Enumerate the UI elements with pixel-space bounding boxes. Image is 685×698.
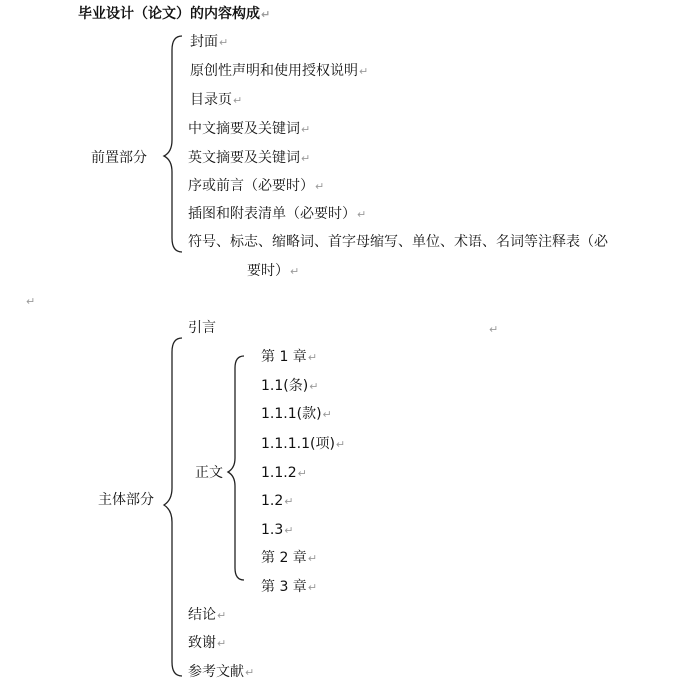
paragraph-mark: ↵ [301, 152, 311, 165]
paragraph-mark: ↵ [284, 524, 294, 537]
body-text-label: 正文 [195, 465, 223, 481]
body-text-item: 1.3↵ [261, 522, 294, 538]
main-body-ending-item: 致谢↵ [188, 635, 227, 651]
body-text-item: 第 2 章↵ [261, 550, 318, 566]
paragraph-mark: ↵ [322, 408, 332, 421]
paragraph-mark: ↵ [301, 123, 311, 136]
paragraph-mark: ↵ [217, 637, 227, 650]
paragraph-mark: ↵ [217, 609, 227, 622]
paragraph-mark: ↵ [261, 8, 271, 21]
body-text-item: 1.1.1(款)↵ [261, 406, 332, 422]
main-body-label: 主体部分 [98, 492, 154, 508]
paragraph-mark: ↵ [307, 581, 318, 594]
front-matter-item: 插图和附表清单（必要时）↵ [188, 206, 367, 222]
paragraph-mark: ↵ [307, 552, 318, 565]
paragraph-mark: ↵ [219, 36, 229, 49]
paragraph-mark: ↵ [335, 438, 346, 451]
body-text-item: 1.2↵ [261, 493, 294, 509]
front-matter-label: 前置部分 [91, 150, 147, 166]
paragraph-mark: ↵ [307, 351, 318, 364]
front-matter-item: 序或前言（必要时）↵ [188, 178, 325, 194]
front-matter-item: 符号、标志、缩略词、首字母缩写、单位、术语、名词等注释表（必 [188, 234, 608, 250]
main-body-ending-item: 结论↵ [188, 607, 227, 623]
paragraph-mark: ↵ [284, 495, 294, 508]
front-matter-item: 封面↵ [190, 34, 229, 50]
paragraph-mark: ↵ [290, 265, 300, 278]
front-matter-item: 原创性声明和使用授权说明↵ [190, 63, 369, 79]
paragraph-mark: ↵ [245, 666, 255, 679]
paragraph-mark: ↵ [357, 208, 367, 221]
paragraph-mark: ↵ [309, 380, 319, 393]
paragraph-mark: ↵ [359, 65, 369, 78]
front-matter-item: 目录页↵ [190, 92, 243, 108]
body-text-item: 第 3 章↵ [261, 579, 318, 595]
body-text-item: 1.1.2↵ [261, 465, 307, 481]
paragraph-mark: ↵ [315, 180, 325, 193]
main-body-ending-item: 参考文献↵ [188, 664, 255, 680]
body-text-item: 1.1.1.1(项)↵ [261, 436, 346, 452]
front-matter-item: 中文摘要及关键词↵ [188, 121, 311, 137]
page-title: 毕业设计（论文）的内容构成↵ [78, 6, 271, 22]
paragraph-mark: ↵ [297, 467, 307, 480]
main-body-intro: 引言 [188, 320, 216, 336]
body-text-item: 1.1(条)↵ [261, 378, 319, 394]
paragraph-mark: ↵ [233, 94, 243, 107]
empty-paragraph-mark: ↵ [489, 323, 499, 336]
front-matter-item-continuation: 要时）↵ [247, 263, 300, 279]
front-matter-item: 英文摘要及关键词↵ [188, 150, 311, 166]
body-text-item: 第 1 章↵ [261, 349, 318, 365]
empty-paragraph-mark: ↵ [26, 295, 36, 308]
